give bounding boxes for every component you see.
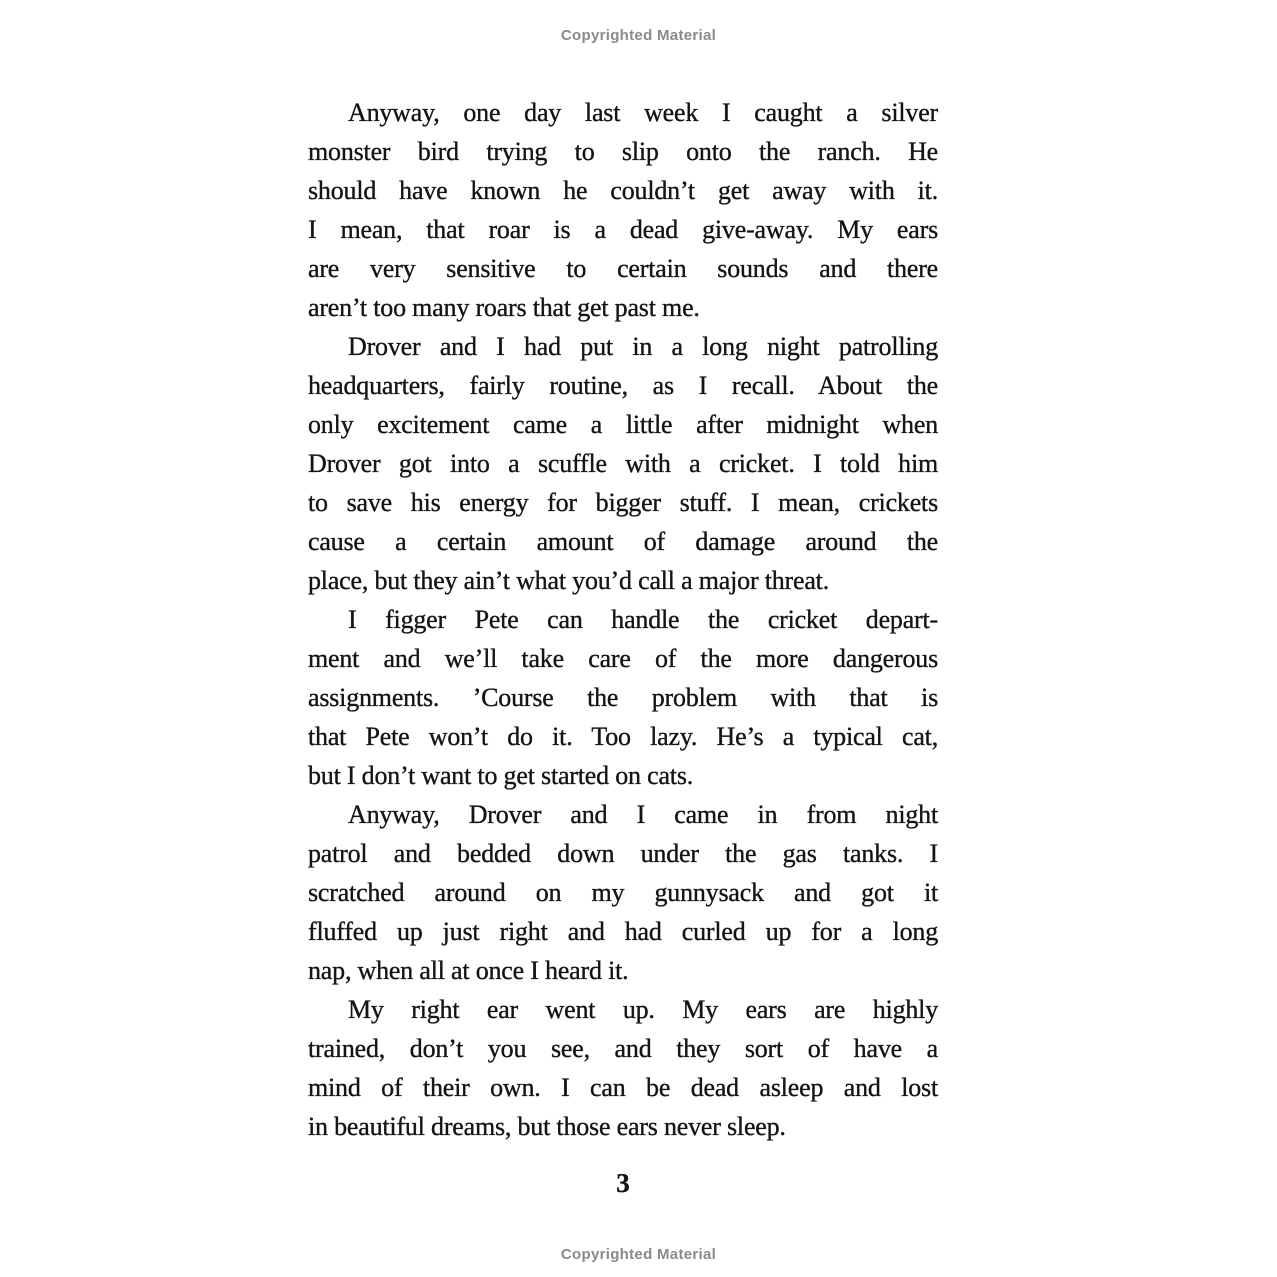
text-line: mind of their own. I can be dead asleep and lost xyxy=(308,1073,938,1102)
text-line: scratched around on my gunnysack and got it xyxy=(308,878,938,907)
copyright-notice-top: Copyrighted Material xyxy=(560,27,717,44)
paragraph xyxy=(308,990,938,1146)
text-line: I figger Pete can handle the cricket depart- xyxy=(348,605,938,634)
text-line: monster bird trying to slip onto the ranch. He xyxy=(308,137,938,166)
text-line: patrol and bedded down under the gas tanks. I xyxy=(308,839,938,868)
text-line: are very sensitive to certain sounds and there xyxy=(308,254,938,283)
text-line: nap, when all at once I heard it. xyxy=(308,956,629,985)
text-line: I mean, that roar is a dead give-away. My ears xyxy=(308,215,938,244)
text-line: to save his energy for bigger stuff. I mean, crickets xyxy=(308,488,938,517)
text-line: My right ear went up. My ears are highly xyxy=(348,995,938,1024)
text-line: Drover and I had put in a long night patrolling xyxy=(348,332,938,361)
paragraph xyxy=(308,795,938,990)
text-line: in beautiful dreams, but those ears never sleep. xyxy=(308,1112,786,1141)
text-line: but I don’t want to get started on cats. xyxy=(308,761,694,790)
text-line: assignments. ’Course the problem with that is xyxy=(308,683,938,712)
text-line: cause a certain amount of damage around the xyxy=(308,527,938,556)
text-line: headquarters, fairly routine, as I recall. About the xyxy=(308,371,938,400)
text-line: should have known he couldn’t get away with it. xyxy=(308,176,938,205)
page-number: 3 xyxy=(616,1168,630,1198)
copyright-notice-bottom: Copyrighted Material xyxy=(560,1246,717,1263)
text-line: place, but they ain’t what you’d call a major threat. xyxy=(308,566,830,595)
text-line: ment and we’ll take care of the more dangerous xyxy=(308,644,938,673)
paragraph xyxy=(308,327,938,600)
paragraph xyxy=(308,600,938,795)
text-line: fluffed up just right and had curled up for a long xyxy=(308,917,938,946)
text-line: aren’t too many roars that get past me. xyxy=(308,293,700,322)
text-line: Anyway, one day last week I caught a silver xyxy=(348,98,938,127)
text-line: Anyway, Drover and I came in from night xyxy=(348,800,938,829)
body-text xyxy=(308,93,938,1146)
text-line: that Pete won’t do it. Too lazy. He’s a typical cat, xyxy=(308,722,938,751)
paragraph xyxy=(308,93,938,327)
text-line: Drover got into a scuffle with a cricket. I told him xyxy=(308,449,938,478)
text-line: only excitement came a little after midnight when xyxy=(308,410,938,439)
text-line: trained, don’t you see, and they sort of have a xyxy=(308,1034,938,1063)
